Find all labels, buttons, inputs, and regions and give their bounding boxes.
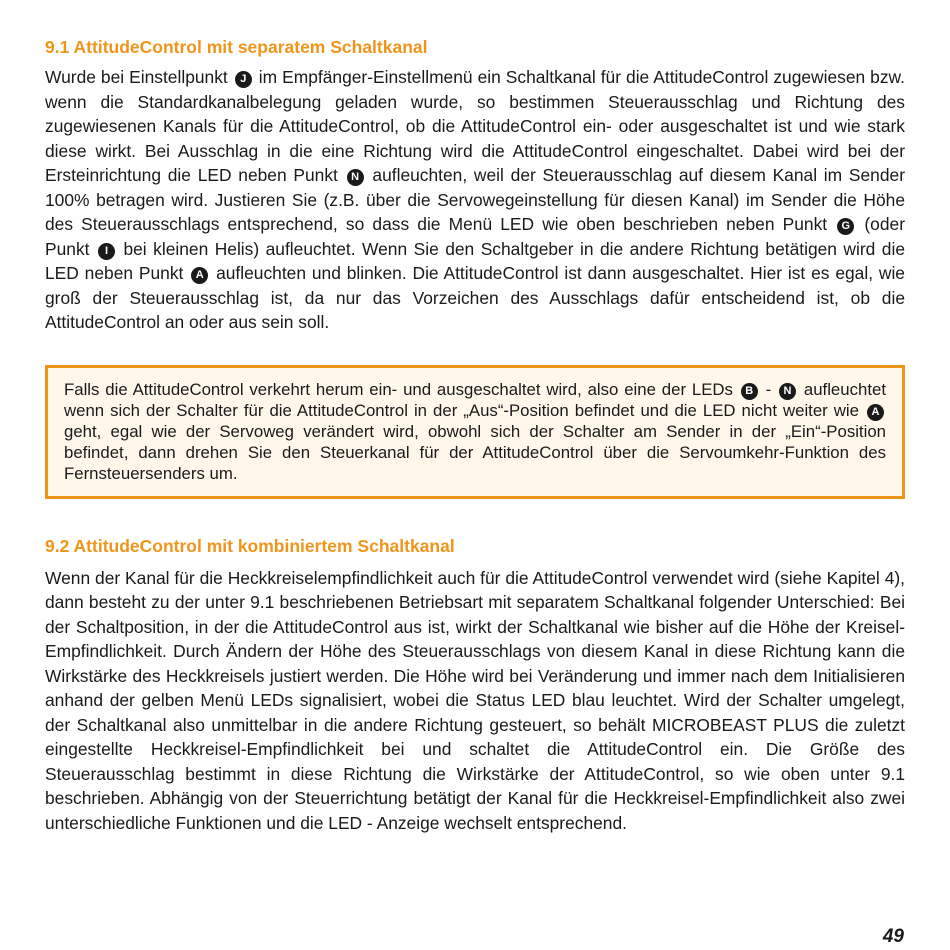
- text-run: (oder Punkt: [45, 214, 905, 259]
- marker-i-icon: I: [98, 243, 115, 260]
- text-run: im Empfänger-Einstellmenü ein Schaltkanal für die AttitudeControl zugewiesen bzw. wenn die Standardkanalbelegung geladen wurde, so bestimmen Steuerausschlag und Richtung des zugewiesenen Kanals für die AttitudeControl, ob die AttitudeControl ein- oder ausgeschaltet ist und wie stark diese wirkt. Bei Ausschlag in die eine Richtung wird die AttitudeControl eingeschaltet. Dabei wird bei der Ersteinrichtung die LED neben Punkt: [45, 67, 905, 185]
- note-text: [64, 379, 886, 484]
- note-box: [45, 365, 905, 499]
- marker-a-icon: A: [191, 267, 208, 284]
- text-run: aufleuchtet wenn sich der Schalter für die AttitudeControl in der „Aus“-Position befindet und die LED nicht weiter wie: [64, 379, 886, 420]
- section-9-2-title: 9.2 AttitudeControl mit kombiniertem Schaltkanal: [45, 535, 455, 556]
- section-9-2-body: Wenn der Kanal für die Heckkreiselempfindlichkeit auch für die AttitudeControl verwendet wird (siehe Kapitel 4), dann besteht zu der unter 9.1 beschriebenen Betriebsart mit separatem Schaltkanal folgender Unterschied: Bei der Schaltposition, in der die AttitudeControl aus ist, wirkt der Schaltkanal wie bisher auf die Höhe der Kreisel-Empfindlichkeit. Durch Ändern der Höhe des Steuerausschlags von diesem Kanal in diese Richtung kann die Wirkstärke des Heckkreisels justiert werden. Die Höhe wird bei Veränderung und immer nach dem Initialisieren anhand der gelben Menü LEDs signalisiert, wobei die Status LED blau leuchtet. Wird der Schalter umgelegt, der Schaltkanal also unmittelbar in die andere Richtung gesteuert, so behält MICROBEAST PLUS die zuletzt eingestellte Heckkreisel-Empfindlichkeit bei und schaltet die AttitudeControl ein. Die Größe des Steuerausschlag bestimmt in diese Richtung die Wirkstärke der AttitudeControl, so wie oben unter 9.1 beschrieben. Abhängig von der Steuerrichtung betätigt der Kanal für die Heckkreisel-Empfindlichkeit also zwei unterschiedliche Funktionen und die LED - Anzeige wechselt entsprechend.: [45, 567, 905, 833]
- text-run: Falls die AttitudeControl verkehrt herum ein- und ausgeschaltet wird, also eine der LEDs: [64, 379, 733, 399]
- text-run: -: [765, 379, 772, 399]
- marker-g-icon: G: [837, 218, 854, 235]
- manual-page: [45, 36, 905, 835]
- marker-a-icon: A: [867, 404, 884, 421]
- page-number: 49: [882, 926, 904, 947]
- marker-j-icon: J: [235, 71, 252, 88]
- marker-b-icon: B: [741, 383, 758, 400]
- marker-n-icon: N: [779, 383, 796, 400]
- text-run: bei kleinen Helis) aufleuchtet. Wenn Sie den Schaltgeber in die andere Richtung betätigen wird die LED neben Punkt: [45, 238, 905, 283]
- text-run: geht, egal wie der Servoweg verändert wird, obwohl sich der Schalter am Sender in der „Ein“-Position befindet, dann drehen Sie den Steuerkanal für der AttitudeControl über die Servoumkehr-Funktion des Fernsteuersenders um.: [64, 421, 886, 483]
- text-run: Wurde bei Einstellpunkt: [45, 67, 228, 87]
- text-run: aufleuchten, weil der Steuerausschlag auf diesem Kanal im Sender 100% betragen wird. Justieren Sie (z.B. über die Servowegeinstellung für diesen Kanal) im Sender die Höhe des Steuerausschlags entsprechend, so dass die Menü LED wie oben beschrieben neben Punkt: [45, 165, 905, 234]
- marker-n-icon: N: [347, 169, 364, 186]
- section-9-1-title: 9.1 AttitudeControl mit separatem Schaltkanal: [45, 37, 428, 57]
- text-run: aufleuchten und blinken. Die AttitudeControl ist dann ausgeschaltet. Hier ist es egal, wie groß der Steuerausschlag ist, da nur das Vorzeichen des Ausschlags dafür entscheidend ist, ob die AttitudeControl an oder aus sein soll.: [45, 263, 905, 332]
- section-9-1-body: [45, 65, 905, 335]
